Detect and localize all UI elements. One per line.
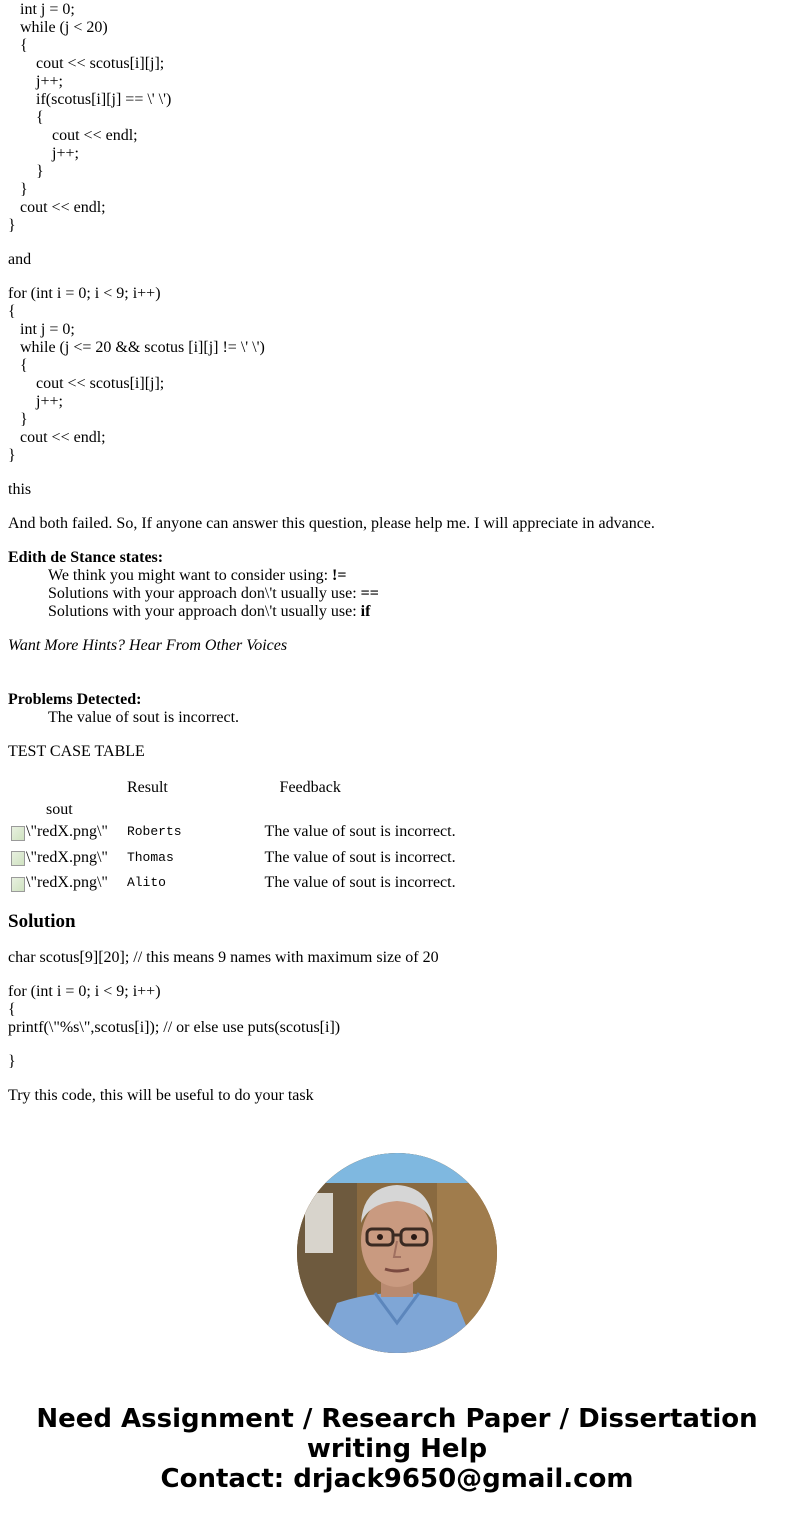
question-text: And both failed. So, If anyone can answer this question, please help me. I will appreciate in advance.: [8, 515, 655, 532]
hint-item: [48, 567, 788, 585]
table-header-empty: [10, 778, 109, 798]
code-line: }: [8, 1052, 16, 1070]
code-line: j++;: [36, 73, 63, 90]
problems-heading: Problems Detected:: [8, 691, 142, 708]
table-cell-value: Roberts: [126, 824, 182, 839]
table-cell-value: Thomas: [126, 849, 174, 865]
code-line: if(scotus[i][j] == \' \'): [36, 91, 172, 108]
result-image: [10, 822, 109, 846]
code-line: while (j <= 20 && scotus [i][j] != \' \'): [20, 339, 265, 356]
document-body: [8, 1, 788, 1105]
and-text: and: [8, 251, 32, 268]
table-cell-feedback: The value of sout is incorrect.: [264, 874, 456, 891]
code-line: while (j < 20): [20, 19, 108, 36]
code-line: {: [8, 303, 16, 320]
broken-image-icon: [11, 877, 25, 892]
table-row: [10, 848, 457, 872]
problems-message: The value of sout is incorrect.: [48, 709, 240, 726]
table-row: [10, 822, 457, 846]
code-line: cout << scotus[i][j];: [36, 55, 165, 72]
footer-line-2: writing Help: [306, 1434, 488, 1464]
code-line: cout << endl;: [20, 199, 106, 216]
code-line: for (int i = 0; i < 9; i++): [8, 285, 161, 302]
code-line: printf(\"%s\",scotus[i]); // or else use puts(scotus[i]): [8, 1018, 341, 1036]
hint-keyword: !=: [332, 567, 347, 584]
code-line: {: [8, 1000, 16, 1018]
code-line: {: [20, 37, 28, 54]
result-image: [10, 848, 109, 872]
table-cell-value: Alito: [126, 875, 166, 890]
image-alt-text: \"redX.png\": [26, 823, 108, 840]
solution-heading: Solution: [8, 910, 76, 932]
problems-section: [8, 691, 788, 727]
code-line: cout << endl;: [20, 429, 106, 446]
code-line: }: [36, 163, 44, 180]
code-line: }: [8, 447, 16, 464]
broken-image-icon: [11, 826, 25, 841]
table-header-row: [10, 778, 457, 798]
image-alt-text: \"redX.png\": [26, 874, 108, 891]
broken-image-icon: [11, 851, 25, 866]
test-case-table: [8, 776, 459, 899]
result-image: [10, 873, 109, 897]
code-block-1: [8, 1, 788, 235]
footer-contact: Contact: drjack9650@gmail.com: [160, 1464, 634, 1494]
hint-keyword: ==: [360, 585, 379, 602]
code-line: cout << scotus[i][j];: [36, 375, 165, 392]
more-hints-link[interactable]: Want More Hints? Hear From Other Voices: [8, 637, 288, 654]
code-line: {: [20, 357, 28, 374]
code-line: }: [20, 411, 28, 428]
author-portrait-image: [297, 1153, 497, 1353]
test-table-title: TEST CASE TABLE: [8, 743, 145, 760]
hints-section: [8, 549, 788, 655]
hint-text: We think you might want to consider using:: [48, 567, 333, 584]
table-cell-feedback: The value of sout is incorrect.: [264, 848, 456, 866]
table-header-feedback: Feedback: [279, 779, 341, 796]
hint-item: [48, 585, 788, 603]
code-line: int j = 0;: [20, 1, 75, 18]
table-subheader-sout: sout: [46, 801, 73, 818]
solution-closing-text: Try this code, this will be useful to do your task: [8, 1086, 314, 1104]
solution-text: char scotus[9][20]; // this means 9 names with maximum size of 20: [8, 948, 439, 966]
hint-item: [48, 603, 788, 621]
table-cell-feedback: The value of sout is incorrect.: [264, 823, 456, 840]
code-line: j++;: [36, 393, 63, 410]
table-subheader-row: [10, 800, 457, 820]
this-text: this: [8, 481, 32, 498]
code-line: for (int i = 0; i < 9; i++): [8, 982, 161, 1000]
code-block-2: [8, 285, 788, 465]
hint-text: Solutions with your approach don\'t usually use:: [48, 603, 361, 620]
footer-banner: [0, 1404, 794, 1494]
hint-text: Solutions with your approach don\'t usually use:: [48, 585, 361, 602]
code-line: }: [20, 181, 28, 198]
image-alt-text: \"redX.png\": [26, 848, 108, 866]
author-avatar: [297, 1153, 497, 1353]
hint-keyword: if: [360, 603, 371, 620]
table-cell-empty: [111, 800, 262, 820]
code-line: {: [36, 109, 44, 126]
code-line: }: [8, 217, 16, 234]
code-line: cout << endl;: [52, 127, 138, 144]
code-line: j++;: [52, 145, 79, 162]
hints-heading: Edith de Stance states:: [8, 549, 164, 566]
footer-line-1: Need Assignment / Research Paper / Dissertation: [36, 1404, 758, 1434]
table-header-result: Result: [126, 779, 168, 796]
table-cell-empty: [264, 800, 457, 820]
code-line: int j = 0;: [20, 321, 75, 338]
table-row: [10, 873, 457, 897]
